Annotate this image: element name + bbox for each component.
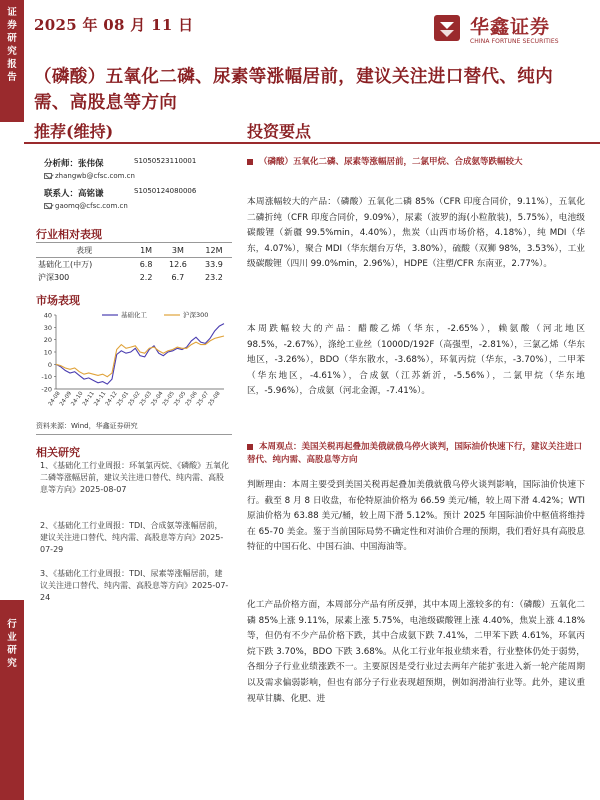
column-header: 表现 (36, 244, 132, 258)
table-cell: 2.2 (139, 273, 153, 282)
report-title: （磷酸）五氧化二磷、尿素等涨幅居前，建议关注进口替代、纯内需、高股息等方向 (34, 67, 554, 113)
sidebar-char: 报 (7, 59, 17, 70)
x-tick-label: 25-02 (127, 390, 142, 408)
legend-label: 基础化工 (121, 311, 147, 319)
x-tick-label: 24-11 (81, 390, 96, 408)
analyst-email-row-2 (44, 202, 128, 210)
sidebar-char: 业 (7, 632, 17, 643)
series-line (56, 336, 224, 377)
table-cell: 基础化工(中万) (38, 260, 93, 269)
table-cell: 23.2 (205, 273, 223, 282)
y-tick-label: 10 (43, 348, 52, 357)
x-tick-label: 24-12 (104, 390, 119, 408)
paragraph-gainers: 本周涨幅较大的产品：（磷酸）五氧化二磷 85%（CFR 印度合同价，9.11%），五氧化二磷折纯（CFR 印度合同价，9.09%），尿素（波罗的海(小粒散装)，5.75%），电池级碳酸锂（新疆 99.5%min，4.40%），焦炭（山西市场价格，4.18%），纯 MDI（华东，4.07%），聚合 MDI（华东烟台万华，3.80%），硫酸（双狮 98%，3.53%），工业级碳酸锂（四川 99.0%min，2.96%），HDPE（注塑/CFR 东南亚，2.77%）。 (247, 197, 585, 270)
related-heading: 相关研究 (36, 446, 80, 459)
x-tick-label: 24-10 (70, 390, 85, 408)
sidebar-char: 证 (7, 7, 17, 18)
logo-mark-icon (432, 13, 462, 43)
column-header: 3M (160, 244, 196, 258)
performance-heading: 行业相对表现 (36, 228, 102, 241)
contact-name: 高铭谦 (78, 189, 104, 199)
analyst-email[interactable]: zhangwb@cfsc.com.cn (55, 172, 135, 180)
contact-cert: S1050124080006 (134, 187, 197, 195)
sidebar-char: 券 (7, 20, 17, 31)
contact-email[interactable]: gaomq@cfsc.com.cn (55, 202, 128, 210)
market-chart (34, 309, 234, 409)
y-tick-label: 20 (43, 336, 52, 345)
sidebar-char: 行 (7, 619, 17, 630)
analyst-row-2 (44, 187, 197, 199)
related-item[interactable]: 1、《基础化工行业周报：环氧氯丙烷、《磷酸》五氧化二磷等涨幅居前，建议关注进口替代、纯内需、高股息等方向》2025-08-07 (40, 461, 230, 494)
y-tick-label: -20 (41, 385, 52, 394)
sidebar-char: 告 (7, 72, 17, 83)
related-item[interactable]: 2、《基础化工行业周报：TDI、合成氨等涨幅居前，建议关注进口替代、纯内需、高股息等方向》2025-07-29 (40, 521, 224, 554)
section-heading-2: 本周观点：美国关税再起叠加美俄就俄乌停火谈判，国际油价快速下行，建议关注进口替代、纯内需、高股息等方向 (247, 442, 583, 465)
logo-name-en: CHINA FORTUNE SECURITIES (470, 38, 559, 45)
source-divider (36, 434, 232, 435)
sidebar-char: 究 (7, 658, 17, 669)
sidebar-char: 究 (7, 46, 17, 57)
contact-role: 联系人： (44, 189, 79, 199)
x-tick-label: 25-05 (161, 390, 176, 408)
x-tick-label: 24-11 (93, 390, 108, 408)
rating-label: 推荐(维持) (34, 122, 114, 141)
table-cell: 6.8 (139, 260, 153, 269)
paragraph-reasoning: 判断理由：本周主要受到美国关税再起叠加美俄就俄乌停火谈判影响，国际油价快速下行。截至 8 月 8 日收盘，布伦特原油价格为 66.59 美元/桶，较上周下滑 4.42%；WTI 原油价格为 63.88 美元/桶，较上周下滑 5.12%。预计 2025 年国际油价中枢值将维持在 65-70 美金。鉴于当前国际局势不确定性和对油价合理的预期，我们看好具有高股息特征的中国石化、中国石油、中国海油等。 (247, 480, 585, 553)
report-type-sidebar (0, 0, 24, 122)
analyst-role: 分析师： (44, 159, 79, 169)
legend-label: 沪深300 (183, 311, 209, 319)
envelope-icon (44, 203, 52, 209)
column-header: 12M (196, 244, 232, 258)
performance-table (36, 244, 232, 284)
analyst-row-1 (44, 157, 197, 169)
sidebar-char: 研 (7, 645, 17, 656)
table-cell: 沪深300 (38, 273, 70, 282)
analyst-name: 张伟保 (78, 159, 104, 169)
main-heading: 投资要点 (247, 122, 312, 141)
x-tick-label: 25-07 (196, 390, 211, 408)
x-tick-label: 24-08 (47, 390, 62, 408)
chart-source: 资料来源：Wind，华鑫证券研究 (36, 422, 138, 430)
report-date: 2025 年 08 月 11 日 (34, 16, 194, 34)
header-divider (24, 142, 600, 144)
x-tick-label: 25-06 (184, 390, 199, 408)
sidebar-char: 研 (7, 33, 17, 44)
x-tick-label: 25-04 (150, 390, 165, 408)
industry-sidebar (0, 600, 24, 800)
y-tick-label: 40 (43, 311, 52, 320)
y-tick-label: -10 (41, 373, 52, 382)
x-tick-label: 25-03 (138, 390, 154, 408)
table-row (36, 271, 232, 284)
table-cell: 12.6 (169, 260, 187, 269)
market-heading: 市场表现 (36, 294, 80, 307)
paragraph-prices: 化工产品价格方面，本周部分产品有所反弹，其中本周上涨较多的有：（磷酸）五氧化二磷 85%上涨 9.11%，尿素上涨 5.75%，电池级碳酸锂上涨 4.40%，焦炭上涨 4.18%等，但仍有不少产品价格下跌，其中合成氨下跌 7.41%，二甲苯下跌 4.61%，环氧丙烷下跌 3.70%，BDO 下跌 3.68%。从化工行业年报业绩来看，行业整体仍处于弱势，各细分子行业业绩涨跌不一。主要原因是受行业过去两年产能扩张进入新一轮产能周期以及需求偏弱影响，但也有部分子行业表现超预期，例如润滑油行业等。此外，建议重视草甘膦、化肥、进 (247, 600, 585, 704)
market-chart-svg (34, 309, 234, 409)
square-bullet-icon (247, 159, 253, 165)
table-cell: 33.9 (205, 260, 223, 269)
related-item[interactable]: 3、《基础化工行业周报：TDI、尿素等涨幅居前，建议关注进口替代、纯内需、高股息等方向》2025-07-24 (40, 569, 229, 602)
x-tick-label: 25-08 (207, 390, 222, 408)
logo-name-cn: 华鑫证券 (470, 16, 551, 38)
company-logo (432, 11, 582, 51)
y-tick-label: 0 (47, 360, 52, 369)
y-tick-label: 30 (43, 323, 52, 332)
table-cell: 6.7 (171, 273, 185, 282)
column-header: 1M (132, 244, 160, 258)
envelope-icon (44, 173, 52, 179)
analyst-cert: S1050523110001 (134, 157, 197, 165)
analyst-email-row-1 (44, 172, 135, 180)
performance-divider (36, 242, 232, 243)
x-tick-label: 25-05 (173, 390, 188, 408)
square-bullet-icon (247, 444, 253, 450)
x-tick-label: 24-09 (58, 390, 74, 408)
series-line (56, 324, 224, 385)
x-tick-label: 25-01 (116, 390, 131, 408)
paragraph-losers: 本周跌幅较大的产品：醋酸乙烯（华东，-2.65%），赖氨酸（河北地区 98.5%，-2.67%），涤纶工业丝（1000D/192F（高强型，-2.81%），三氯乙烯（华东地区，-3.26%），BDO（华东散水，-3.68%），环氧丙烷（华东，-3.70%），二甲苯（华东地区，-4.61%），合成氨（江苏新沂，-5.56%），二氯甲烷（华东地区，-5.96%），合成氨（河北金源，-7.41%）。 (247, 324, 585, 397)
table-row (36, 258, 232, 272)
section-heading-1: （磷酸）五氧化二磷、尿素等涨幅居前，二氯甲烷、合成氨等跌幅较大 (247, 156, 585, 169)
